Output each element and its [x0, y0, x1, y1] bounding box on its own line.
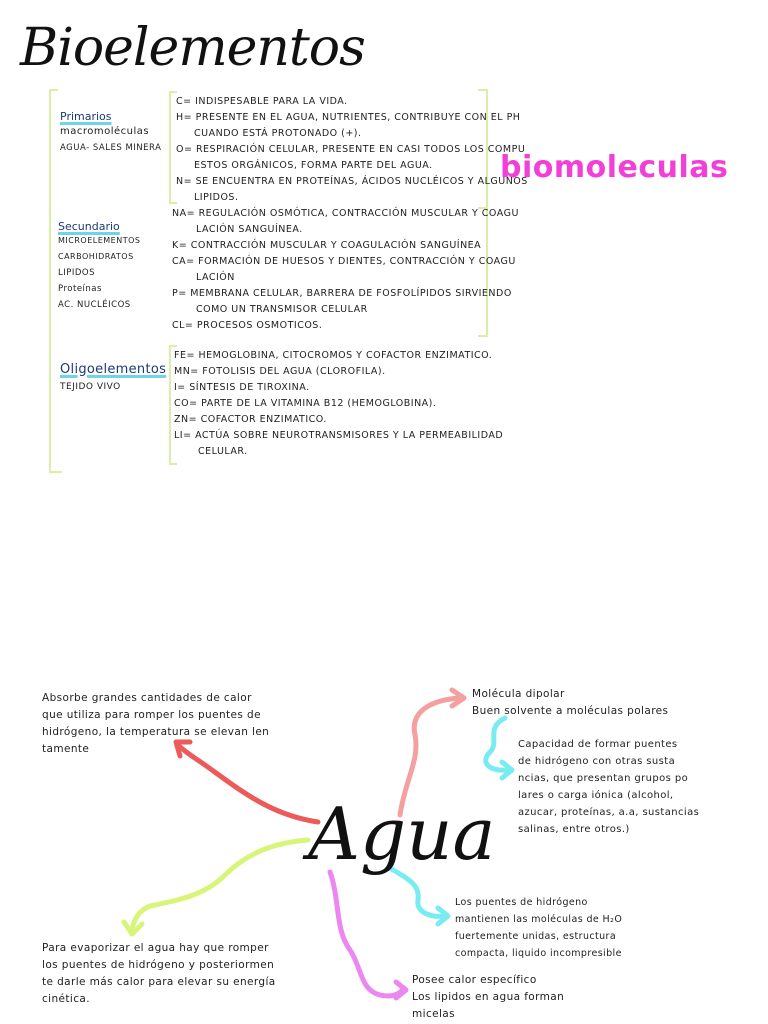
secundario-item: LIPIDOS: [58, 268, 96, 278]
secundario-item: MICROELEMENTOS: [58, 236, 141, 245]
absorbe-line: que utiliza para romper los puentes de: [42, 709, 261, 721]
primarios-line: CUANDO ESTÁ PROTONADO (+).: [194, 128, 362, 139]
secundario-line: CL= PROCESOS OSMOTICOS.: [172, 320, 323, 331]
molecula-line: Molécula dipolar: [472, 688, 565, 700]
arrow-evaporizar: [132, 840, 308, 930]
secundario-line: K= CONTRACCIÓN MUSCULAR Y COAGULACIÓN SANGUÍNEA: [172, 240, 482, 251]
secundario-details: [172, 206, 519, 334]
secundario-line: P= MEMBRANA CELULAR, BARRERA DE FOSFOLÍPIDOS SIRVIENDO: [172, 288, 512, 299]
arrow-posee: [330, 872, 404, 996]
puentes-note: [455, 894, 622, 962]
posee-note: [412, 972, 564, 1023]
primarios-line: LIPIDOS.: [194, 192, 239, 203]
puentes-line: Los puentes de hidrógeno: [455, 897, 588, 908]
capacidad-line: azucar, proteínas, a.a, sustancias: [518, 807, 700, 818]
molecula-note: [472, 686, 668, 720]
evaporizar-line: cinética.: [42, 993, 90, 1005]
puentes-line: compacta, liquido incompresible: [455, 948, 622, 959]
primarios-line: H= PRESENTE EN EL AGUA, NUTRIENTES, CONTRIBUYE CON EL PH: [176, 112, 521, 123]
agua-center: Agua: [308, 792, 496, 876]
oligo-line: FE= HEMOGLOBINA, CITOCROMOS Y COFACTOR ENZIMATICO.: [174, 350, 493, 361]
oligo-line: I= SÍNTESIS DE TIROXINA.: [174, 382, 310, 393]
oligo-line: MN= FOTOLISIS DEL AGUA (CLOROFILA).: [174, 366, 386, 377]
absorbe-line: Absorbe grandes cantidades de calor: [42, 692, 252, 704]
oligo-heading: Oligoelementos: [60, 362, 167, 377]
capacidad-line: lares o carga iónica (alcohol,: [518, 790, 674, 801]
evaporizar-line: te darle más calor para elevar su energía: [42, 976, 276, 988]
oligo-details: [174, 348, 503, 460]
absorbe-note: [42, 690, 269, 758]
evaporizar-line: los puentes de hidrógeno y posteriormen: [42, 959, 275, 971]
evaporizar-line: Para evaporizar el agua hay que romper: [42, 942, 269, 954]
secundario-line: NA= REGULACIÓN OSMÓTICA, CONTRACCIÓN MUSCULAR Y COAGU: [172, 208, 519, 219]
page-title: Bioelementos: [20, 18, 365, 78]
secundario-item: AC. NUCLÉICOS: [58, 300, 131, 310]
evaporizar-note: [42, 940, 276, 1008]
posee-line: micelas: [412, 1008, 456, 1020]
biomoleculas-label: biomoleculas: [500, 150, 729, 185]
capacidad-line: Capacidad de formar puentes: [518, 739, 678, 750]
secundario-line: LACIÓN: [196, 272, 235, 283]
primarios-line: O= RESPIRACIÓN CELULAR, PRESENTE EN CASI TODOS LOS COMPU: [176, 144, 526, 155]
absorbe-line: tamente: [42, 743, 90, 755]
primarios-line: N= SE ENCUENTRA EN PROTEÍNAS, ÁCIDOS NUCLÉICOS Y ALGUNOS: [176, 176, 528, 187]
secundario-line: COMO UN TRANSMISOR CELULAR: [196, 304, 368, 315]
capacidad-note: [518, 736, 699, 838]
capacidad-line: ncias, que presentan grupos po: [518, 773, 689, 784]
secundario-heading: Secundario: [58, 220, 120, 233]
posee-line: Posee calor específico: [412, 974, 537, 986]
capacidad-line: de hidrógeno con otras susta: [518, 756, 676, 767]
primarios-item: macromoléculas: [60, 126, 150, 137]
molecula-line: Buen solvente a moléculas polares: [472, 705, 669, 717]
secundario-item: Proteínas: [58, 284, 102, 294]
absorbe-line: hidrógeno, la temperatura se elevan len: [42, 726, 270, 738]
secundario-group: [58, 220, 140, 313]
puentes-line: mantienen las moléculas de H₂O: [455, 914, 623, 925]
secundario-line: LACIÓN SANGUÍNEA.: [196, 224, 303, 235]
secundario-item: CARBOHIDRATOS: [58, 252, 134, 261]
oligo-group: [60, 362, 166, 395]
primarios-heading: Primarios: [60, 110, 112, 123]
primarios-line: C= INDISPESABLE PARA LA VIDA.: [176, 96, 348, 107]
capacidad-line: salinas, entre otros.): [518, 824, 630, 835]
puentes-line: fuertemente unidas, estructura: [455, 931, 617, 942]
posee-line: Los lipidos en agua forman: [412, 991, 565, 1003]
oligo-line: ZN= COFACTOR ENZIMATICO.: [174, 414, 327, 425]
secundario-line: CA= FORMACIÓN DE HUESOS Y DIENTES, CONTRACCIÓN Y COAGU: [172, 256, 516, 267]
oligo-line: LI= ACTÚA SOBRE NEUROTRANSMISORES Y LA PERMEABILIDAD: [174, 430, 504, 441]
primarios-line: ESTOS ORGÁNICOS, FORMA PARTE DEL AGUA.: [194, 160, 433, 171]
primarios-item: AGUA- SALES MINERA: [60, 143, 162, 153]
primarios-group: [60, 110, 161, 157]
oligo-line: CO= PARTE DE LA VITAMINA B12 (HEMOGLOBINA).: [174, 398, 437, 409]
oligo-item: TEJIDO VIVO: [60, 382, 121, 392]
oligo-line: CELULAR.: [198, 446, 248, 457]
primarios-details: [176, 94, 528, 206]
